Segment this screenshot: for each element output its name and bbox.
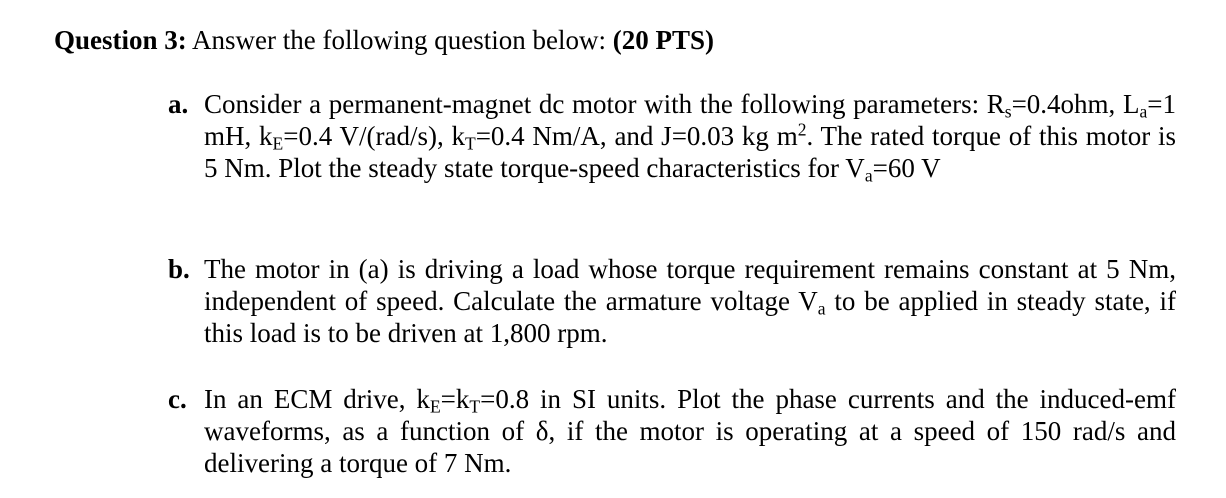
subscript: s [1004,101,1012,122]
text-run: =0.4 Nm/A, and J=0.03 kg m [475,121,798,151]
subscript: T [469,396,481,417]
subscript: a [1139,101,1148,122]
question-points: (20 PTS) [612,25,714,55]
superscript: 2 [797,119,807,140]
text-run: =0.4ohm, L [1011,89,1140,119]
part-b [168,253,1176,349]
part-c-text [204,383,1176,479]
part-b-text [204,253,1176,349]
text-run: =1 mH, k [204,89,1176,151]
part-c-letter: c. [168,384,187,414]
text-run: Consider a permanent-magnet dc motor with the following parameters: R [204,89,1005,119]
part-c [168,383,1176,479]
subscript: a [864,165,873,186]
part-a-text [204,88,1176,184]
text-run: The motor in (a) is driving a load whose torque requirement remains constant at 5 Nm, independent of speed. Calculate the armature voltage V [204,254,1176,316]
subscript: E [429,396,441,417]
question-instruction: Answer the following question below: [186,25,613,55]
text-run: In an ECM drive, k [204,384,430,414]
subscript: T [464,133,476,154]
text-run: =0.4 V/(rad/s), k [283,121,465,151]
subscript: E [272,133,284,154]
question-label: Question 3: [54,25,187,55]
text-run: to be applied in steady state, if this load is to be driven at 1,800 rpm. [204,286,1176,348]
text-run: =60 V [872,153,941,183]
part-b-letter: b. [168,254,190,284]
question-title [54,22,714,58]
subscript: a [817,298,826,319]
part-a [168,88,1176,184]
part-a-letter: a. [168,89,189,119]
text-run: . The rated torque of this motor is 5 Nm. Plot the steady state torque-speed characteristics for V [204,121,1176,183]
text-run: =k [440,384,470,414]
text-run: =0.8 in SI units. Plot the phase currents and the induced-emf waveforms, as a function of δ, if the motor is operating at a speed of 150 rad/s and delivering a torque of 7 Nm. [204,384,1176,478]
